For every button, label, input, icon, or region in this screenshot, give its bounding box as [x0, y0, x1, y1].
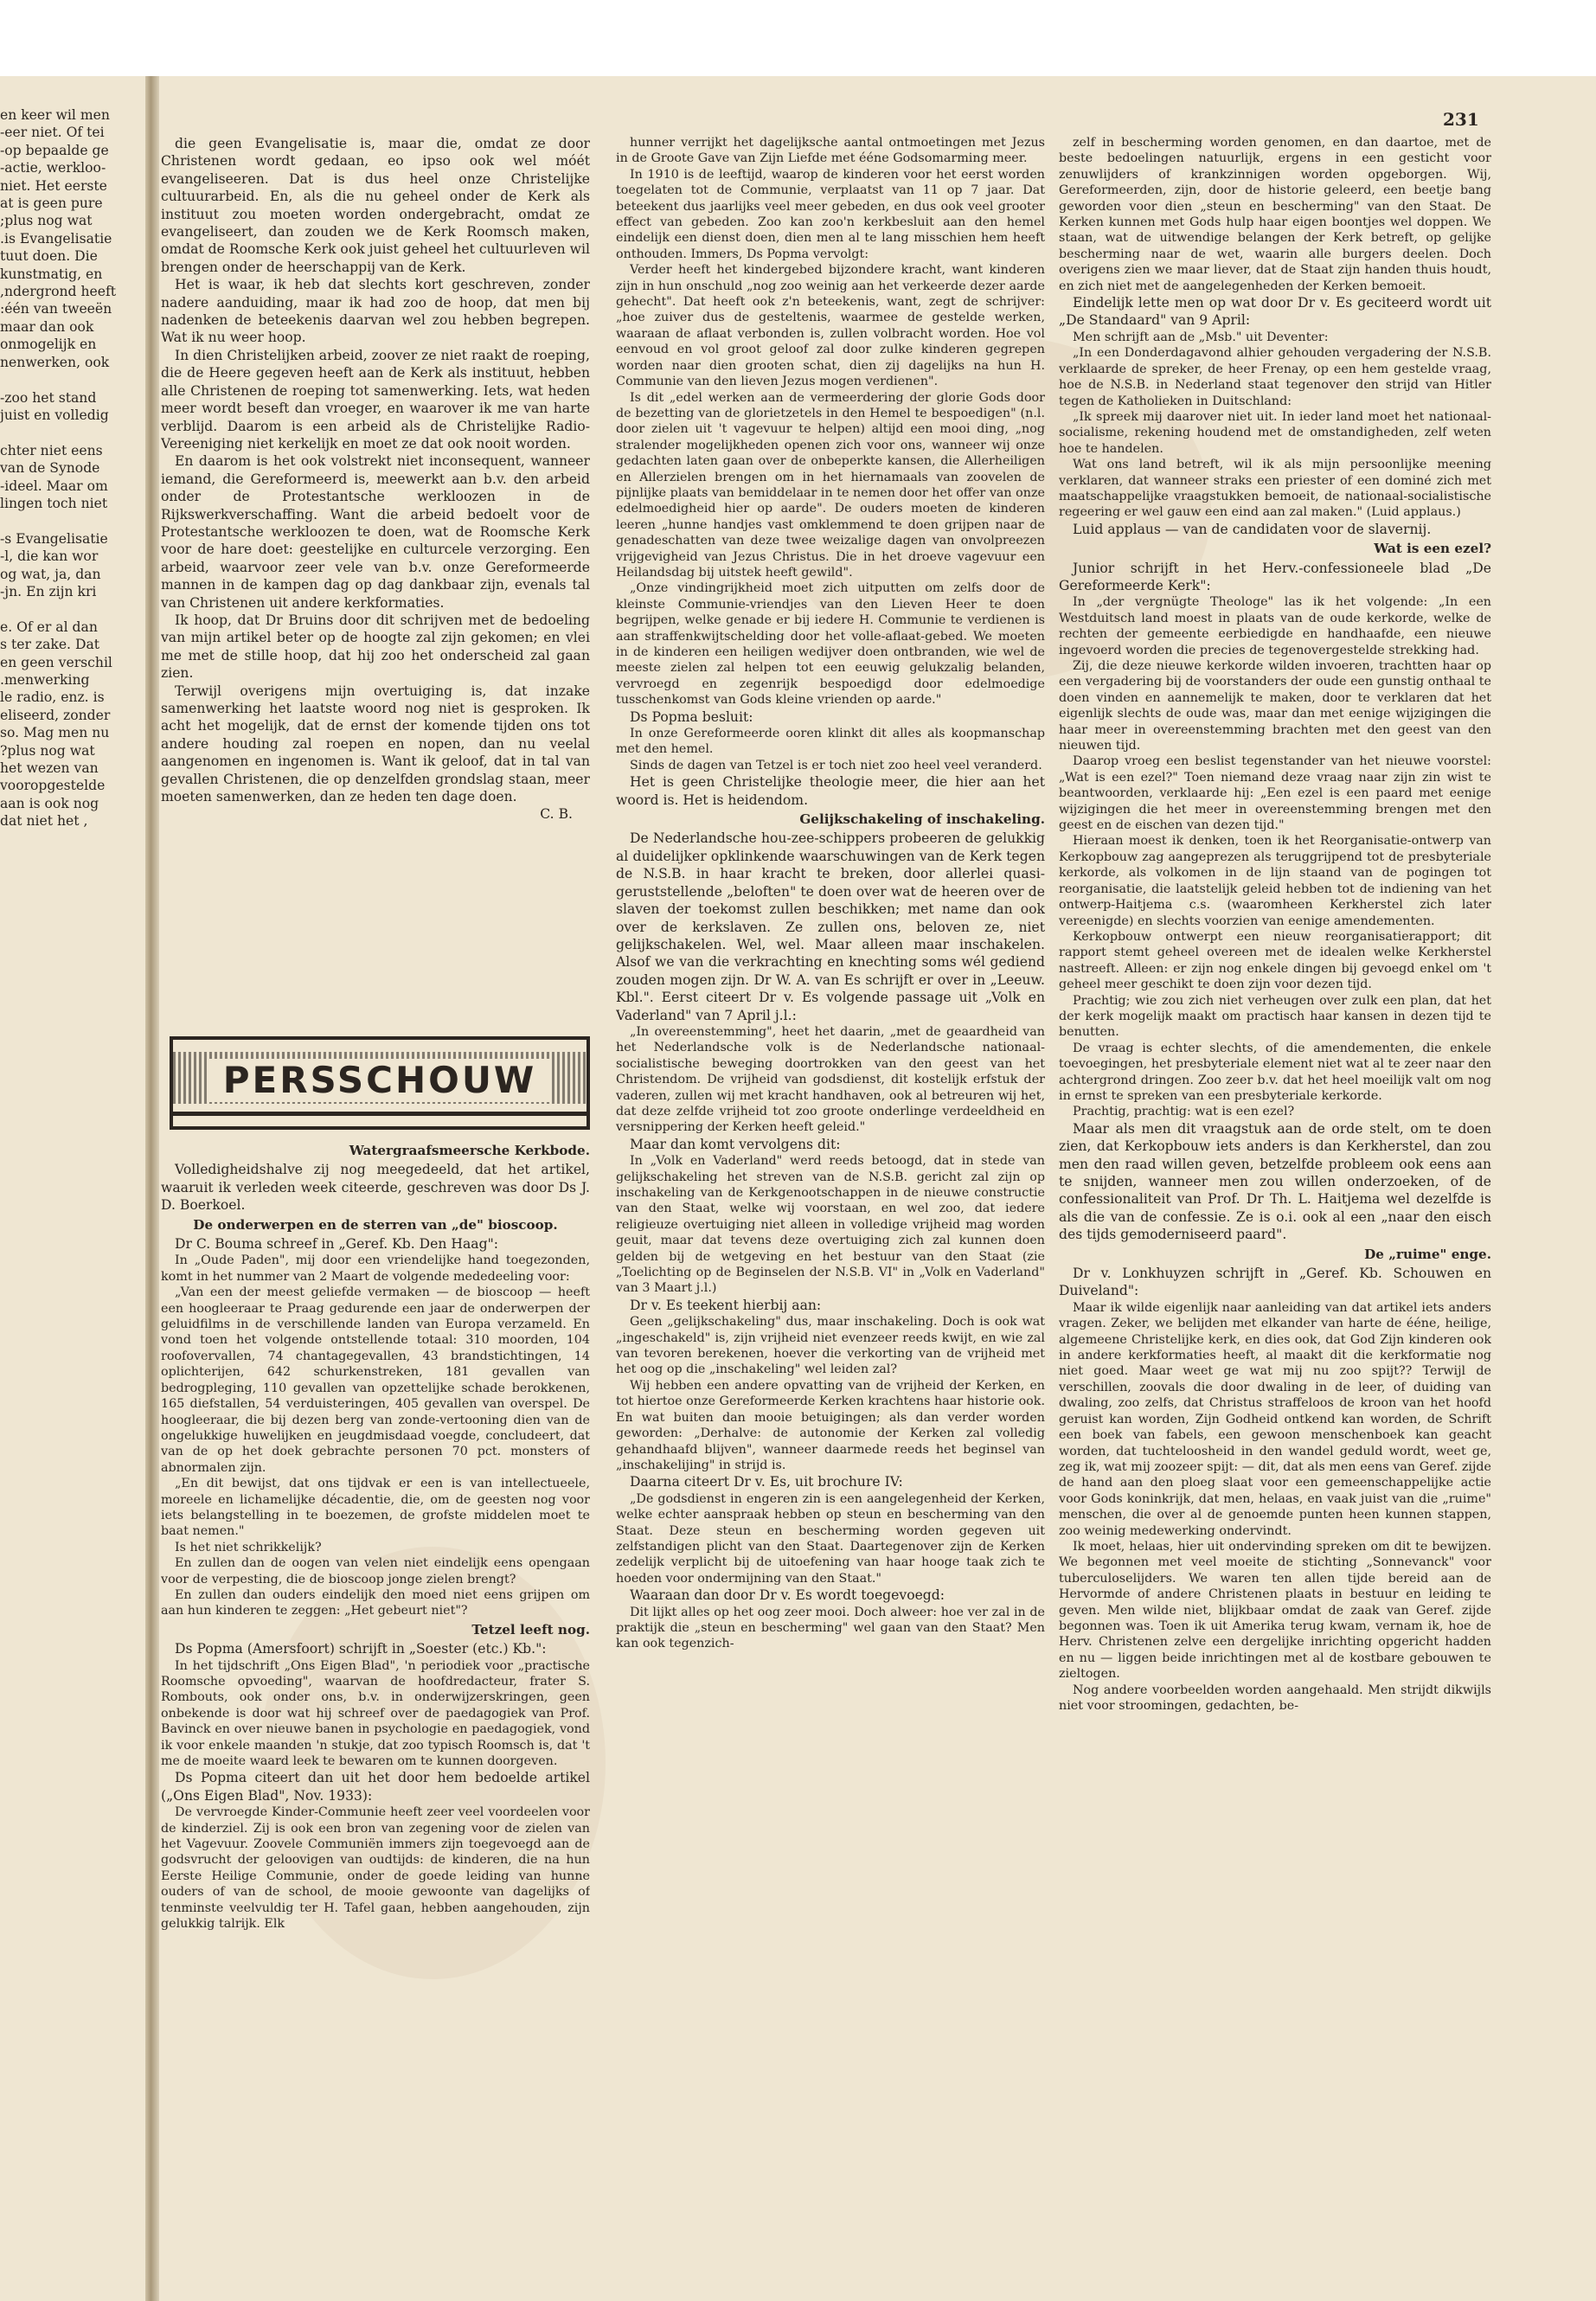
quote: Hieraan moest ik denken, toen ik het Reorganisatie-ontwerp van Kerkopbouw zag aangeprezen als teruggrijpend tot de presbyteriale kerkorde, als volkomen in de lijn staand van de pogingen tot reorganisatie, die laatstelijk geleid hebben tot de indiening van het ontwerp-Haitjema c.s. (waaromheen Kerkherstel zich later vereenigde) en slechts voorzien van eenige amendementen.	[1059, 834, 1491, 928]
author-signature: C. B.	[540, 806, 573, 823]
paragraph: Het is waar, ik heb dat slechts kort geschreven, zonder nadere aanduiding, maar ik had zoo de hoop, dat men bij nadenken de beteekenis daarvan wel zou hebben begrepen. Wat ik nu weer hoop.	[161, 277, 590, 346]
previous-page-line: en geen verschil	[0, 654, 112, 670]
quote: In „Volk en Vaderland" werd reeds betoogd, dat in stede van gelijkschakeling het streven van de N.S.B. gericht zal zijn op inschakeling van de Kerkgenootschappen in de nieuwe constructie van den Staat, welke wij voorstaan, en wel zoo, dat iedere religieuze overtuiging niet alleen in volledige vrijheid mag worden geuit, maar dat tevens deze overtuiging zich zal kunnen doen gelden bij de wetgeving en het bestuur van den Staat (zie „Toelichting op de Beginselen der N.S.B. VI" in „Volk en Vaderland" van 3 Maart j.l.)	[616, 1154, 1045, 1296]
quote: Nog andere voorbeelden worden aangehaald. Men strijdt dikwijls niet voor stroomingen, gedachten, be-	[1059, 1682, 1491, 1713]
section-heading: De „ruime" enge.	[1364, 1246, 1491, 1262]
section-heading: De onderwerpen en de sterren van „de" bioscoop.	[193, 1216, 558, 1233]
section-heading: Wat is een ezel?	[1374, 541, 1491, 557]
masthead-rule	[173, 1112, 586, 1116]
quote: Dit lijkt alles op het oog zeer mooi. Doch alweer: hoe ver zal in de praktijk die „steun en bescherming" wel gaan van den Staat? Men kan ook tegenzich-	[616, 1605, 1045, 1651]
quote: In „der vergnügte Theologe" las ik het volgende: „In een Westduitsch land moest in plaats van de oude kerkorde, welke de rechten der gemeente eerbiedigde en handhaafde, een nieuwe ingevoerd worden die precies de tegenovergestelde strekking had.	[1059, 595, 1491, 657]
previous-page-line	[0, 371, 144, 388]
quote: In het tijdschrift „Ons Eigen Blad", 'n periodiek voor „practische Roomsche opvoeding", waarvan de hoofdredacteur, frater S. Rombouts, ook onder ons, b.v. in onderwijzerskringen, geen onbekende is door wat hij schreef over de paedagogiek van Prof. Bavinck en over nieuwe banen in psychologie en paedagogiek, vond ik voor enkele maanden 'n stukje, dat zoo typisch Roomsch is, dat 't me de moeite waard leek te bewaren om te kunnen doorgeven.	[161, 1658, 590, 1769]
previous-page-line: niet. Het eerste	[0, 177, 107, 194]
quote: Verder heeft het kindergebed bijzondere kracht, want kinderen zijn in hun onschuld „nog zoo weinig aan het verkeerde dezer aarde gehecht". Dat heeft ook z'n beteekenis, want, zegt de schrijver: „hoe zuiver dus de gesteltenis, waarmee de gestelde werken, waaraan de aflaat verbonden is, zullen volbracht worden. Hoe vol eenvoud en vol groot geloof zal door zulke kinderen gegrepen worden naar dien grooten schat, dien zij dagelijks na hun H. Communie van den lieven Jezus mogen verdienen".	[616, 263, 1045, 389]
previous-page-line: tuut doen. Die	[0, 248, 98, 265]
previous-page-line: og wat, ja, dan	[0, 566, 101, 582]
paragraph: De Nederlandsche hou-zee-schippers probeeren de gelukkig al duidelijker opklinkende waarschuwingen van de Kerk tegen de N.S.B. in haar kracht te breken, door allerlei quasi-geruststellende „beloften" te doen over wat de heeren over de slaven der toekomst zullen beschikken; met name dan ook over de kerkslaven. Ze zullen ons, beloven ze, niet gelijkschakelen. Wel, wel. Maar alleen maar inschakelen. Alsof we van die verkrachting en knechting soms wél gediend zouden mogen zijn. Dr W. A. van Es schrijft er over in „Leeuw. Kbl.". Eerst citeert Dr v. Es volgende passage uit „Volk en Vaderland" van 7 April j.l.:	[616, 830, 1045, 1023]
column-c	[616, 135, 1045, 2298]
previous-page-line: ndergrond heeft,	[0, 284, 117, 300]
previous-page-line: , dat niet het	[0, 813, 88, 830]
paragraph: Junior schrijft in het Herv.-confessioneele blad „De Gereformeerde Kerk":	[1059, 560, 1491, 593]
quote: „En dit bewijst, dat ons tijdvak er een is van intellectueele, moreele en lichamelijke décadentie, die, om de geesten nog voor iets belangstelling in te boezemen, de grofste middelen moet te baat nemen."	[161, 1477, 590, 1539]
quote: In 1910 is de leeftijd, waarop de kinderen voor het eerst worden toegelaten tot de Communie, verplaatst van 11 op 7 jaar. Dat beteekent dus jaarlijks veel meer gebeden, en dus ook veel grooter effect van gebeden. Zoo kan zoo'n kerkbesluit aan den hemel eindelijk een dienst doen, dien men al te lang misschien hem heeft onthouden. Immers, Ds Popma vervolgt:	[616, 167, 1045, 261]
quote: Men schrijft aan de „Msb." uit Deventer:	[1073, 330, 1329, 344]
quote: Geen „gelijkschakeling" dus, maar inschakeling. Doch is ook wat „ingeschakeld" is, zijn vrijheid niet evenzeer reeds kwijt, en wie zal van tevoren berekenen, hoever die verkorting van de vrijheid met het oog op die „inschakeling" wel leiden zal?	[616, 1315, 1045, 1377]
paragraph: Eindelijk lette men op wat door Dr v. Es geciteerd wordt uit „De Standaard" van 9 April:	[1059, 295, 1491, 329]
quote: Sinds de dagen van Tetzel is er toch niet zoo heel veel veranderd.	[630, 758, 1042, 772]
paragraph: En daarom is het ook volstrekt niet inconsequent, wanneer iemand, die Gereformeerd is, meewerkt aan b.v. den arbeid onder de Protestantsche werkloozen in de Rijkswerkverschaffing. Want die arbeid bedoelt voor de Protestantsche werkloozen te doen, wat de Roomsche Kerk voor de hare doet: geestelijke en culturcele verzorging. Een arbeid, waarvoor zeer vele van b.v. onze Gereformeerde mannen in de kampen dag op dag dankbaar zijn, evenals tal van Christenen uit andere kerkformaties.	[161, 453, 590, 611]
paragraph: Ds Popma (Amersfoort) schrijft in „Soester (etc.) Kb.":	[175, 1641, 547, 1657]
quote: „Van een der meest geliefde vermaken — de bioscoop — heeft een hoogleeraar te Praag gedurende een jaar de onderwerpen der geluidfilms in de verschillende landen van Europa verzameld. En vond toen het volgende ontstellende totaal: 310 moorden, 104 roofovervallen, 74 chantagegevallen, 43 brandstichtingen, 14 oplichterijen, 642 schurkenstreken, 181 gevallen van bedrogpleging, 110 gevallen van opzettelijke schade berokkenen, 165 diefstallen, 54 verduisteringen, 405 gevallen van overspel. De hoogleeraar, die bij dezen berg van zonde-vertooning dien van de ongelukkige huwelijken en jeugdmisdaad voegde, concludeert, dat van de op het doek gebrachte personen 70 pct. monsters of abnormalen zijn.	[161, 1285, 590, 1475]
paragraph: Dr v. Lonkhuyzen schrijft in „Geref. Kb. Schouwen en Duiveland":	[1059, 1266, 1491, 1299]
previous-page-line: s Evangelisatie-	[0, 530, 108, 547]
quote: Is het niet schrikkelijk?	[175, 1540, 322, 1554]
previous-page-line: e. Of er al dan	[0, 619, 98, 635]
quote: „In een Donderdagavond alhier gehouden vergadering der N.S.B. verklaarde de spreker, de heer Frenay, op een hem gestelde vraag, hoe de N.S.B. in Nederland staat tegenover den strijd van Hitler tegen de Katholieken in Duitschland:	[1059, 346, 1491, 408]
column-b-lower	[161, 1140, 590, 2291]
persschouw-masthead	[170, 1036, 590, 1130]
quote: Prachtig; wie zou zich niet verheugen over zulk een plan, dat het der kerk mogelijk maakt om practisch haar kansen in dezen tijd te benutten.	[1059, 993, 1491, 1040]
previous-page-line: kunstmatig, en	[0, 266, 103, 282]
paragraph: Daarna citeert Dr v. Es, uit brochure IV:	[630, 1474, 903, 1490]
previous-page-line: lingen toch niet	[0, 495, 108, 511]
previous-page-line: onmogelijk en	[0, 336, 97, 353]
previous-page-line: jn. En zijn kri-	[0, 583, 97, 599]
previous-page-line: op bepaalde ge-	[0, 142, 109, 158]
paragraph: Dr v. Es teekent hierbij aan:	[630, 1297, 822, 1313]
previous-page-line: le radio, enz. is	[0, 689, 105, 706]
newspaper-page	[0, 76, 1596, 2301]
quote: In „Oude Paden", mij door een vriendelijke hand toegezonden, komt in het nummer van 2 Maart de volgende mededeeling voor:	[161, 1253, 590, 1284]
previous-page-line: plus nog wat;	[0, 213, 93, 229]
quote: Wij hebben een andere opvatting van de vrijheid der Kerken, en tot hiertoe onze Gereformeerde Kerken krachtens haar historie ook. En wat buiten dan mooie betuigingen; als dan verder worden geworden: „Derhalve: de autonomie der Kerken zal volledig gehandhaafd blijven", wanneer daarmede reeds het beginsel van „inschakelijing" in strijd is.	[616, 1378, 1045, 1472]
quote: Is dit „edel werken aan de vermeerdering der glorie Gods door de bezetting van de glorietzetels in den Hemel te bespoedigen" (n.l. door zielen uit 't vagevuur te helpen) altijd een mooi ding, „nog stralender mogelijkheden openen zich voor ons, wanneer wij onze gedachten laten gaan over de onbeperkte kansen, die Allerheiligen en Allerzielen brengen om in het hiernamaals van zoovelen de pijnlijke plaats van bemiddelaar in te nemen door het offer van onze edelmoedigheid hier op aarde". De ouders moeten de kinderen leeren „hunne handjes vast omklemmend te doen grijpen naar de genadeschatten van deze twee weizalige dagen van onvolpreezen vrijgevigheid van Jezus Christus. Die in het droeve vagevuur een Heilandsdag bij uitstek heeft gewild".	[616, 390, 1045, 580]
previous-page-column	[0, 106, 144, 830]
previous-page-line: chter niet eens	[0, 442, 103, 458]
quote: En zullen dan ouders eindelijk den moed niet eens grijpen om aan hun kinderen te zeggen: „Het gebeurt niet"?	[161, 1587, 590, 1618]
paragraph: Maar als men dit vraagstuk aan de orde stelt, om te doen zien, dat Kerkopbouw iets anders is dan Kerkherstel, dan zou men den raad willen geven, betzelfde probleem ook eens aan te snijden, wanneer men zou willen onderzoeken, of de confessionaliteit van Prof. Dr Th. L. Haitjema wel dezelfde is als die van de confessie. Ze is o.i. ook al een „naar den eisch des tijds gemoderniseerd paard".	[1059, 1120, 1491, 1243]
previous-page-line: maar dan ook	[0, 318, 94, 335]
quote: Wat ons land betreft, wil ik als mijn persoonlijke meening verklaren, dat wanneer straks een priester of een dominé zich met maatschappelijke vraagstukken bemoeit, de nationaal-socialistische regeering er wel gauw een eind aan zal maken." (Luid applaus.)	[1059, 458, 1491, 520]
section-heading: Gelijkschakeling of inschakeling.	[799, 811, 1045, 828]
previous-page-line: juist en volledig	[0, 407, 109, 423]
quote: De vraag is echter slechts, of die amendementen, die enkele toevoegingen, het presbyteriale element niet wat al te zeer naar den achtergrond dringen. Zoo zeer b.v. dat het heel moeilijk valt om nog in ernst te spreken van een presbyteriale kerkorde.	[1059, 1041, 1491, 1103]
paragraph: Maar dan komt vervolgens dit:	[630, 1136, 841, 1152]
previous-page-line: s ter zake. Dat	[0, 637, 100, 653]
column-d	[1059, 135, 1491, 2298]
paragraph: Ds Popma besluit:	[630, 708, 753, 725]
paragraph: Luid applaus — van de candidaten voor de slavernij.	[1073, 521, 1432, 537]
previous-page-line: van de Synode	[0, 460, 100, 477]
quote: „In overeenstemming", heet het daarin, „met de geaardheid van het Nederlandsche volk is de Nederlandsche nationaal-socialistische beweging doortrokken van den geest van het Christendom. De vrijheid van godsdienst, dit kostelijk erfstuk der vaderen, zullen wij met kracht handhaven, ook al betreuren wij het, dat deze zelfde vrijheid tot zoo groote onderlinge verdeeldheid en versnippering der Kerken heeft geleid."	[616, 1024, 1045, 1135]
previous-page-line: eer niet. Of tei-	[0, 125, 105, 141]
previous-page-line: plus nog wat?	[0, 742, 95, 759]
previous-page-line: het wezen van	[0, 760, 99, 777]
quote: „Ik spreek mij daarover niet uit. In ieder land moet het nationaal-socialisme, rekening houdend met de omstandigheden, zelf weten hoe te handelen.	[1059, 409, 1491, 456]
paragraph: Volledigheidshalve zij nog meegedeeld, dat het artikel, waaruit ik verleden week citeerde, geschreven was door Ds J. D. Boerkoel.	[161, 1162, 590, 1214]
page-gutter	[145, 76, 159, 2301]
quote: Kerkopbouw ontwerpt een nieuw reorganisatierapport; dit rapport stemt geheel overeen met de idealen welke Kerkherstel nastreeft. Alleen: er zijn nog enkele dingen bij gevoegd enkel om 't geheel meer geschikt te doen zijn voor dezen tijd.	[1059, 929, 1491, 992]
masthead-title: PERSSCHOUW	[208, 1059, 552, 1102]
section-heading: Tetzel leeft nog.	[471, 1621, 590, 1638]
previous-page-line: -actie, werkloo-	[0, 160, 106, 176]
paragraph: Het is geen Christelijke theologie meer, die hier aan het woord is. Het is heidendom.	[616, 774, 1045, 808]
quote: „Onze vindingrijkheid moet zich uitputten om zelfs door de kleinste Communie-vriendjes van den Lieven Heer te doen begrijpen, welke genade er bij iedere H. Communie te verdienen is aan straffenkwijtschelding door het volle-aflaat-gebed. We moeten in de kinderen een heiligen wedijver doen ontbranden, wie wel de meeste zielen zal helpen tot een eeuwig gelukzalig belanden, vervroegd en zegenrijk bespoedigd door edelmoedige tusschenkomst van Gods kleine vrienden op aarde."	[616, 581, 1045, 708]
paragraph: Ik hoop, dat Dr Bruins door dit schrijven met de bedoeling van mijn artikel beter op de hoogte zal zijn gekomen; en vlei me met de stille hoop, dat hij zoo het onderscheid zal gaan zien.	[161, 612, 590, 682]
previous-page-line: is Evangelisatie.	[0, 230, 112, 247]
previous-page-line	[0, 600, 144, 618]
quote: Zij, die deze nieuwe kerkorde wilden invoeren, trachtten haar op een vergadering bij de voorstanders der oude een gunstig onthaal te doen vinden en aannemelijk te maken, door te verklaren dat het eigenlijk slechts de oude was, maar dan met eenige wijzigingen die haar meer in overeenstemming brachten met den geest van den nieuwen tijd.	[1059, 659, 1491, 753]
quote: zelf in bescherming worden genomen, en dan daartoe, met de beste bedoelingen natuurlijk, ergens in een gesticht voor zenuwlijders of krankzinnigen worden opgeborgen. Wij, Gereformeerden, zijn, door de historie geleerd, een beetje bang geworden voor dien „steun en bescherming" van den Staat. De Kerken kunnen met Gods hulp haar eigen boontjes wel doppen. We staan, wat de uitwendige belangen der Kerk betreft, op gelijke bescherming naar de wet, waarin alle burgers deelen. Doch overigens zien we maar liever, dat de Staat zijn handen thuis houdt, en zich niet met de aangelegenheden der Kerken bemoeit.	[1059, 136, 1491, 293]
quote: Ik moet, helaas, hier uit ondervinding spreken om dit te bewijzen. We begonnen met veel moeite de stichting „Sonnevanck" voor tuberculoselijders. We waren ten allen tijde bereid aan de Hervormde of andere Christenen plaats in bestuur en leiding te geven. Men wilde niet, blijkbaar omdat de zaak van Geref. zijde begonnen was. Toen ik uit Amerika terug kwam, vernam ik, hoe de Herv. Christenen zelve een dergelijke inrichting opgericht hadden en nu — liggen beide inrichtingen met al de kostbare gebouwen te zieltogen.	[1059, 1539, 1491, 1682]
paragraph: Waaraan dan door Dr v. Es wordt toegevoegd:	[630, 1587, 945, 1604]
previous-page-line: en keer wil men	[0, 107, 110, 123]
previous-page-line: één van tweeën:	[0, 301, 112, 317]
quote: Daarop vroeg een beslist tegenstander van het nieuwe voorstel: „Wat is een ezel?" Toen niemand deze vraag naar zijn zin wist te beantwoorden, verklaarde hij: „Een ezel is een paard met eenige wijzigingen die het meer in overeenstemming brengen met den geest en de eischen van dezen tijd."	[1059, 754, 1491, 833]
previous-page-line: aan is ook nog	[0, 795, 99, 811]
quote: En zullen dan de oogen van velen niet eindelijk eens opengaan voor de verpesting, die de bioscoop jonge zielen brengt?	[161, 1556, 590, 1586]
paragraph: Ds Popma citeert dan uit het door hem bedoelde artikel („Ons Eigen Blad", Nov. 1933):	[161, 1770, 590, 1804]
section-heading: Watergraafsmeersche Kerkbode.	[349, 1143, 590, 1158]
previous-page-line: vooropgestelde	[0, 778, 106, 794]
previous-page-line: eliseerd, zonder	[0, 707, 111, 723]
previous-page-line: nenwerken, ook	[0, 354, 110, 370]
paragraph: In dien Christelijken arbeid, zoover ze niet raakt de roeping, die de Heere gegeven heeft aan de Kerk als instituut, hebben alle Christenen de roeping tot samenwerking. Iets, wat heden meer wordt beseft dan vroeger, en waarover ik me van harte verblijd. Daarom is een arbeid als de Christelijke Radio-Vereeniging niet kerkelijk en moet ze dat ook nooit worden.	[161, 347, 590, 452]
previous-page-line	[0, 512, 144, 529]
quote: hunner verrijkt het dagelijksche aantal ontmoetingen met Jezus in de Groote Gave van Zijn Liefde met ééne Godsomarming meer.	[616, 136, 1045, 166]
previous-page-line: zoo het stand-	[0, 389, 97, 406]
page-number: 231	[1443, 109, 1479, 130]
previous-page-line	[0, 424, 144, 441]
previous-page-line: at is geen pure	[0, 195, 103, 212]
paragraph: Dr C. Bouma schreef in „Geref. Kb. Den Haag":	[175, 1236, 498, 1253]
quote: In onze Gereformeerde ooren klinkt dit alles als koopmanschap met den hemel.	[616, 727, 1045, 757]
quote: „De godsdienst in engeren zin is een aangelegenheid der Kerken, welke echter aanspraak hebben op steun en bescherming van den Staat. Deze steun en bescherming worden gegeven uit zelfstandigen plicht van den Staat. Daartegenover zijn de Kerken zedelijk verplicht bij de uitoefening van haar hooge taak zich te hoeden voor ondermijning van den Staat."	[616, 1491, 1045, 1586]
previous-page-line: ideel. Maar om-	[0, 478, 108, 494]
paragraph: Terwijl overigens mijn overtuiging is, dat inzake samenwerking het laatste woord nog niet is gesproken. Ik acht het mogelijk, dat de ernst der komende tijden ons tot andere houding zal roepen en nopen, dan nu veelal aangenomen en ingenomen is. Want ik geloof, dat in tal van gevallen Christenen, die op denzelfden grondslag staan, meer moeten samenwerken, dan ze heden ten dage doen.	[161, 683, 590, 805]
previous-page-line: so. Mag men nu	[0, 725, 110, 741]
previous-page-line: menwerking.	[0, 672, 90, 688]
quote: De vervroegde Kinder-Communie heeft zeer veel voordeelen voor de kinderziel. Zij is ook een bron van zegening voor de zielen van het Vagevuur. Zoovele Communiën immers zijn toegevoegd aan de godsvrucht der geloovigen van oudtijds: de kinderen, die na hun Eerste Heilige Communie, onder de goede leiding van hunne ouders of van de school, de mooie gewoonte van dagelijks of tenminste veelvuldig ter H. Tafel gaan, hebben aangehouden, zijn gelukkig talrijk. Elk	[161, 1805, 590, 1932]
quote: Maar ik wilde eigenlijk naar aanleiding van dat artikel iets anders vragen. Zeker, we belijden met elkander van harte de ééne, heilige, algemeene Christelijke kerk, en dies ook, dat God Zijn kinderen ook in andere kerkformaties heeft, al maakt dit die kerkformatie nog niet goed. Maar weet ge wat mij nu zoo spijt?? Terwijl de verschillen, zoovals die door dwaling in de leer, of duiding van dwaling, zoo zelfs, dat Christus straffeloos de kroon van het hoofd geruist kan worden, Zijn Godheid ontkend kan worden, de Schrift een boek van fabels, een gewoon menschenboek kan geacht worden, dat tuchteloosheid in den wandel geduld wordt, weet ge, zeg ik, wat mij zoozeer spijt: — dit, dat als men eens van Geref. zijde de hand aan den ploeg slaat voor een gemeenschappelijke actie voor Gods koninkrijk, dat men, helaas, en vaak juist van die „ruime" menschen, die over al de genoemde punten heen kunnen stappen, zoo weinig medewerking ondervindt.	[1059, 1300, 1491, 1538]
paragraph: die geen Evangelisatie is, maar die, omdat ze door Christenen wordt gedaan, eo ipso ook wel móét evangeliseeren. Dat is dus heel onze Christelijke cultuurarbeid. En, als die nu geheel onder de Kerk als instituut zou moeten worden ondergebracht, omdat ze evangeliseert, dan zouden we de Kerk Roomsch maken, omdat de Roomsche Kerk ook juist geheel het cultuurleven wil brengen onder de heerschappij van de Kerk.	[161, 136, 590, 275]
previous-page-line: l, die kan wor-	[0, 548, 99, 565]
quote: Prachtig, prachtig: wat is een ezel?	[1073, 1105, 1295, 1119]
